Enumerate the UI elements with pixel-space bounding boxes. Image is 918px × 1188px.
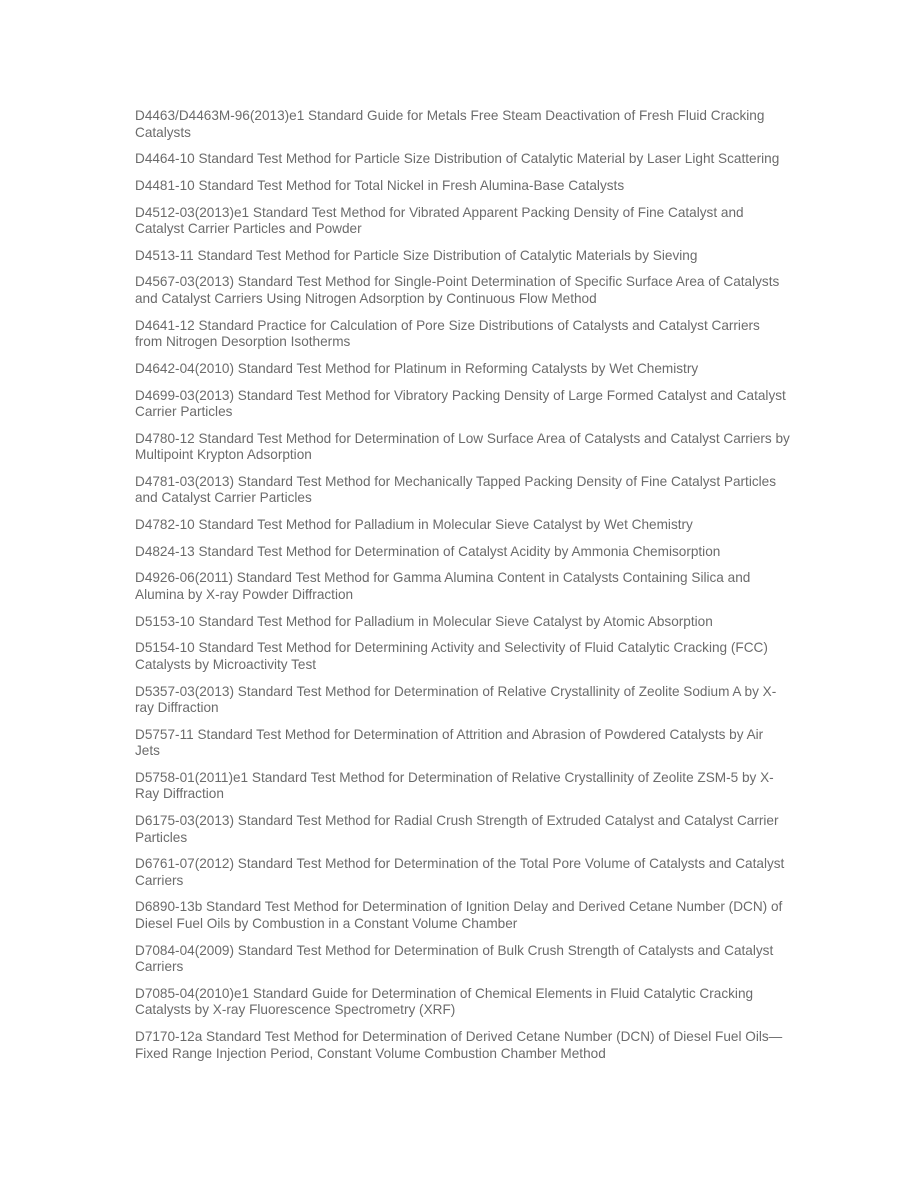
list-item: D5758-01(2011)e1 Standard Test Method for Determination of Relative Crystallinity of Zeolite ZSM-5 by X-Ray Diffraction (135, 769, 774, 802)
list-item: D6890-13b Standard Test Method for Determination of Ignition Delay and Derived Cetane Number (DCN) of Diesel Fuel Oils by Combustion in a Constant Volume Chamber (135, 899, 783, 931)
list-item: D7170-12a Standard Test Method for Determination of Derived Cetane Number (DCN) of Diesel Fuel Oils—Fixed Range Injection Period, Constant Volume Combustion Chamber Method (135, 1029, 783, 1061)
list-item: D4781-03(2013) Standard Test Method for Mechanically Tapped Packing Density of Fine Catalyst Particles and Catalyst Carrier Particles (135, 473, 777, 506)
list-item: D4464-10 Standard Test Method for Particle Size Distribution of Catalytic Material by Laser Light Scattering (135, 151, 780, 167)
list-item: D4513-11 Standard Test Method for Particle Size Distribution of Catalytic Materials by Sieving (135, 247, 698, 263)
list-item: D4642-04(2010) Standard Test Method for Platinum in Reforming Catalysts by Wet Chemistry (135, 360, 699, 376)
list-item: D7084-04(2009) Standard Test Method for Determination of Bulk Crush Strength of Catalysts and Catalyst Carriers (135, 942, 774, 975)
list-item: D4641-12 Standard Practice for Calculation of Pore Size Distributions of Catalysts and Catalyst Carriers from Nitrogen Desorption Isotherms (135, 317, 760, 350)
list-item: D5357-03(2013) Standard Test Method for Determination of Relative Crystallinity of Zeolite Sodium A by X-ray Diffraction (135, 683, 777, 715)
list-item: D4782-10 Standard Test Method for Palladium in Molecular Sieve Catalyst by Wet Chemistry (135, 517, 693, 533)
list-item: D4824-13 Standard Test Method for Determination of Catalyst Acidity by Ammonia Chemisorption (135, 543, 721, 559)
list-item: D4481-10 Standard Test Method for Total Nickel in Fresh Alumina-Base Catalysts (135, 177, 625, 193)
list-item: D4512-03(2013)e1 Standard Test Method for Vibrated Apparent Packing Density of Fine Catalyst and Catalyst Carrier Particles and Powder (135, 204, 744, 237)
list-item: D5153-10 Standard Test Method for Palladium in Molecular Sieve Catalyst by Atomic Absorption (135, 613, 713, 629)
list-item: D4567-03(2013) Standard Test Method for Single-Point Determination of Specific Surface Area of Catalysts and Catalyst Carriers Using Nitrogen Adsorption by Continuous Flow Method (135, 274, 780, 306)
list-item: D4699-03(2013) Standard Test Method for Vibratory Packing Density of Large Formed Catalyst and Catalyst Carrier Particles (135, 387, 786, 419)
list-item: D6175-03(2013) Standard Test Method for Radial Crush Strength of Extruded Catalyst and Catalyst Carrier Particles (135, 813, 779, 845)
list-item: D7085-04(2010)e1 Standard Guide for Determination of Chemical Elements in Fluid Catalytic Cracking Catalysts by X-ray Fluorescence Spectrometry (XRF) (135, 985, 754, 1018)
list-item: D4463/D4463M-96(2013)e1 Standard Guide for Metals Free Steam Deactivation of Fresh Fluid Cracking Catalysts (135, 108, 765, 140)
standards-list (135, 108, 790, 1072)
list-item: D5154-10 Standard Test Method for Determining Activity and Selectivity of Fluid Catalytic Cracking (FCC) Catalysts by Microactivity Test (135, 640, 768, 672)
list-item: D4926-06(2011) Standard Test Method for Gamma Alumina Content in Catalysts Containing Silica and Alumina by X-ray Powder Diffraction (135, 570, 751, 602)
list-item: D6761-07(2012) Standard Test Method for Determination of the Total Pore Volume of Catalysts and Catalyst Carriers (135, 856, 785, 888)
list-item: D5757-11 Standard Test Method for Determination of Attrition and Abrasion of Powdered Catalysts by Air Jets (135, 726, 764, 759)
list-item: D4780-12 Standard Test Method for Determination of Low Surface Area of Catalysts and Catalyst Carriers by Multipoint Krypton Adsorption (135, 430, 790, 463)
